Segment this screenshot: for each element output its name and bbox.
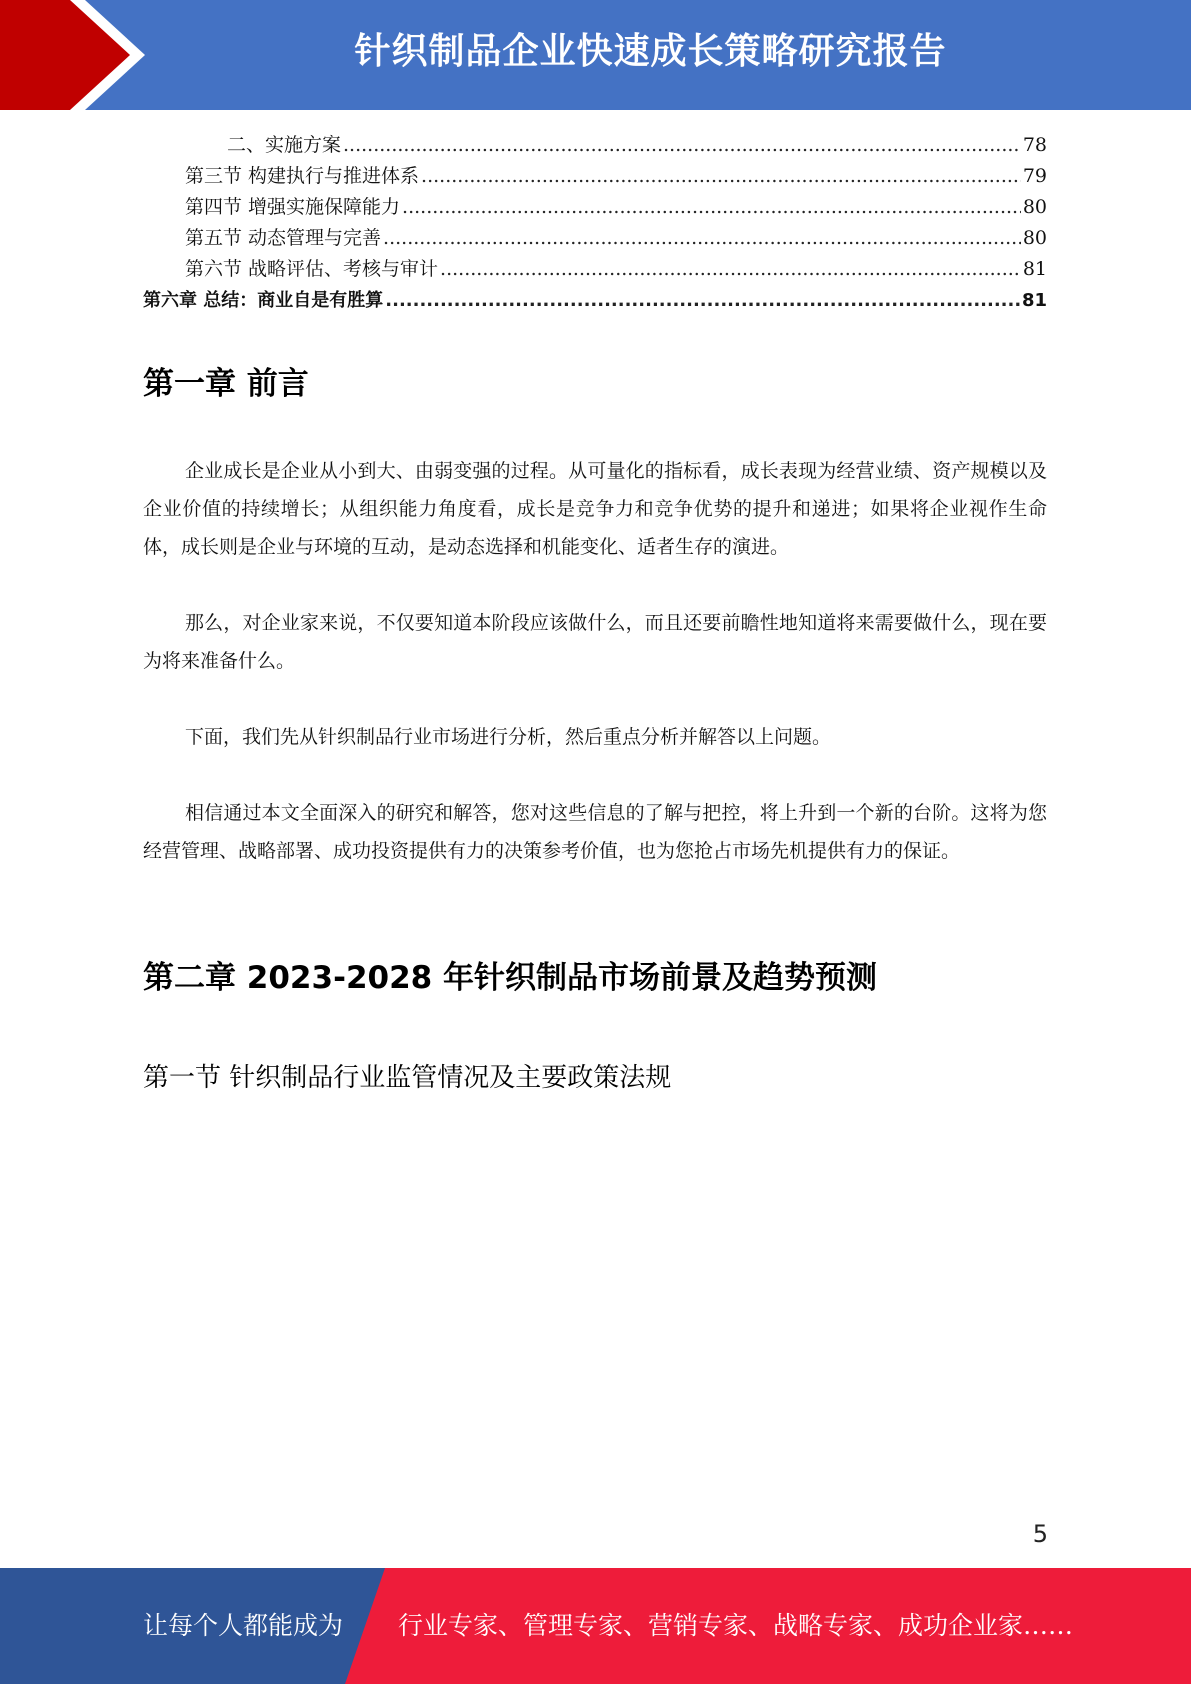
toc-leader-dots — [402, 192, 1021, 223]
toc-entry-page: 80 — [1022, 196, 1047, 218]
toc-leader-dots — [421, 161, 1021, 192]
arrow-red-shape — [0, 0, 130, 110]
body-paragraph: 相信通过本文全面深入的研究和解答，您对这些信息的了解与把控，将上升到一个新的台阶。这将为您经营管理、战略部署、成功投资提供有力的决策参考价值，也为您抢占市场先机提供有力的保证。 — [143, 802, 1047, 862]
body-paragraph: 下面，我们先从针织制品行业市场进行分析，然后重点分析并解答以上问题。 — [185, 726, 832, 748]
toc-entry[interactable] — [143, 254, 1047, 285]
toc-entry[interactable] — [143, 161, 1047, 192]
toc-entry-label: 第三节 构建执行与推进体系 — [185, 165, 420, 187]
section-heading: 第一节 针织制品行业监管情况及主要政策法规 — [143, 1063, 672, 1093]
body-paragraph: 那么，对企业家来说，不仅要知道本阶段应该做什么，而且还要前瞻性地知道将来需要做什么，现在要为将来准备什么。 — [143, 612, 1047, 672]
page-header — [0, 0, 1191, 110]
toc-leader-dots — [440, 254, 1021, 285]
body-paragraph: 企业成长是企业从小到大、由弱变强的过程。从可量化的指标看，成长表现为经营业绩、资产规模以及企业价值的持续增长；从组织能力角度看，成长是竞争力和竞争优势的提升和递进；如果将企业视作生命体，成长则是企业与环境的互动，是动态选择和机能变化、适者生存的演进。 — [143, 460, 1047, 558]
toc-entry-page: 78 — [1022, 134, 1047, 156]
toc-entry-page: 81 — [1022, 258, 1047, 280]
toc-entry-chapter[interactable] — [143, 285, 1047, 316]
toc-entry-label: 第六章 总结：商业自是有胜算 — [143, 290, 384, 311]
toc-entry-label: 第六节 战略评估、考核与审计 — [185, 258, 439, 280]
footer-slogan-right: 行业专家、管理专家、营销专家、战略专家、成功企业家…… — [398, 1611, 1074, 1640]
toc-leader-dots — [343, 130, 1021, 161]
toc-entry-label: 二、实施方案 — [227, 134, 342, 156]
toc-leader-dots — [385, 285, 1020, 316]
toc-entry-page: 81 — [1021, 290, 1047, 311]
chapter-heading: 第二章 2023-2028 年针织制品市场前景及趋势预测 — [143, 960, 878, 996]
table-of-contents — [143, 130, 1047, 316]
page-footer — [0, 1568, 1191, 1684]
toc-entry-label: 第四节 增强实施保障能力 — [185, 196, 401, 218]
page-number: 5 — [1032, 1520, 1048, 1548]
toc-entry[interactable] — [143, 192, 1047, 223]
toc-entry-label: 第五节 动态管理与完善 — [185, 227, 382, 249]
toc-entry-page: 80 — [1022, 227, 1047, 249]
toc-entry[interactable] — [143, 130, 1047, 161]
report-title: 针织制品企业快速成长策略研究报告 — [354, 31, 947, 72]
toc-entry[interactable] — [143, 223, 1047, 254]
header-arrow-decoration — [0, 0, 160, 110]
toc-leader-dots — [383, 223, 1021, 254]
chapter-heading: 第一章 前言 — [143, 366, 309, 402]
footer-slogan-left: 让每个人都能成为 — [143, 1611, 344, 1640]
toc-entry-page: 79 — [1022, 165, 1047, 187]
